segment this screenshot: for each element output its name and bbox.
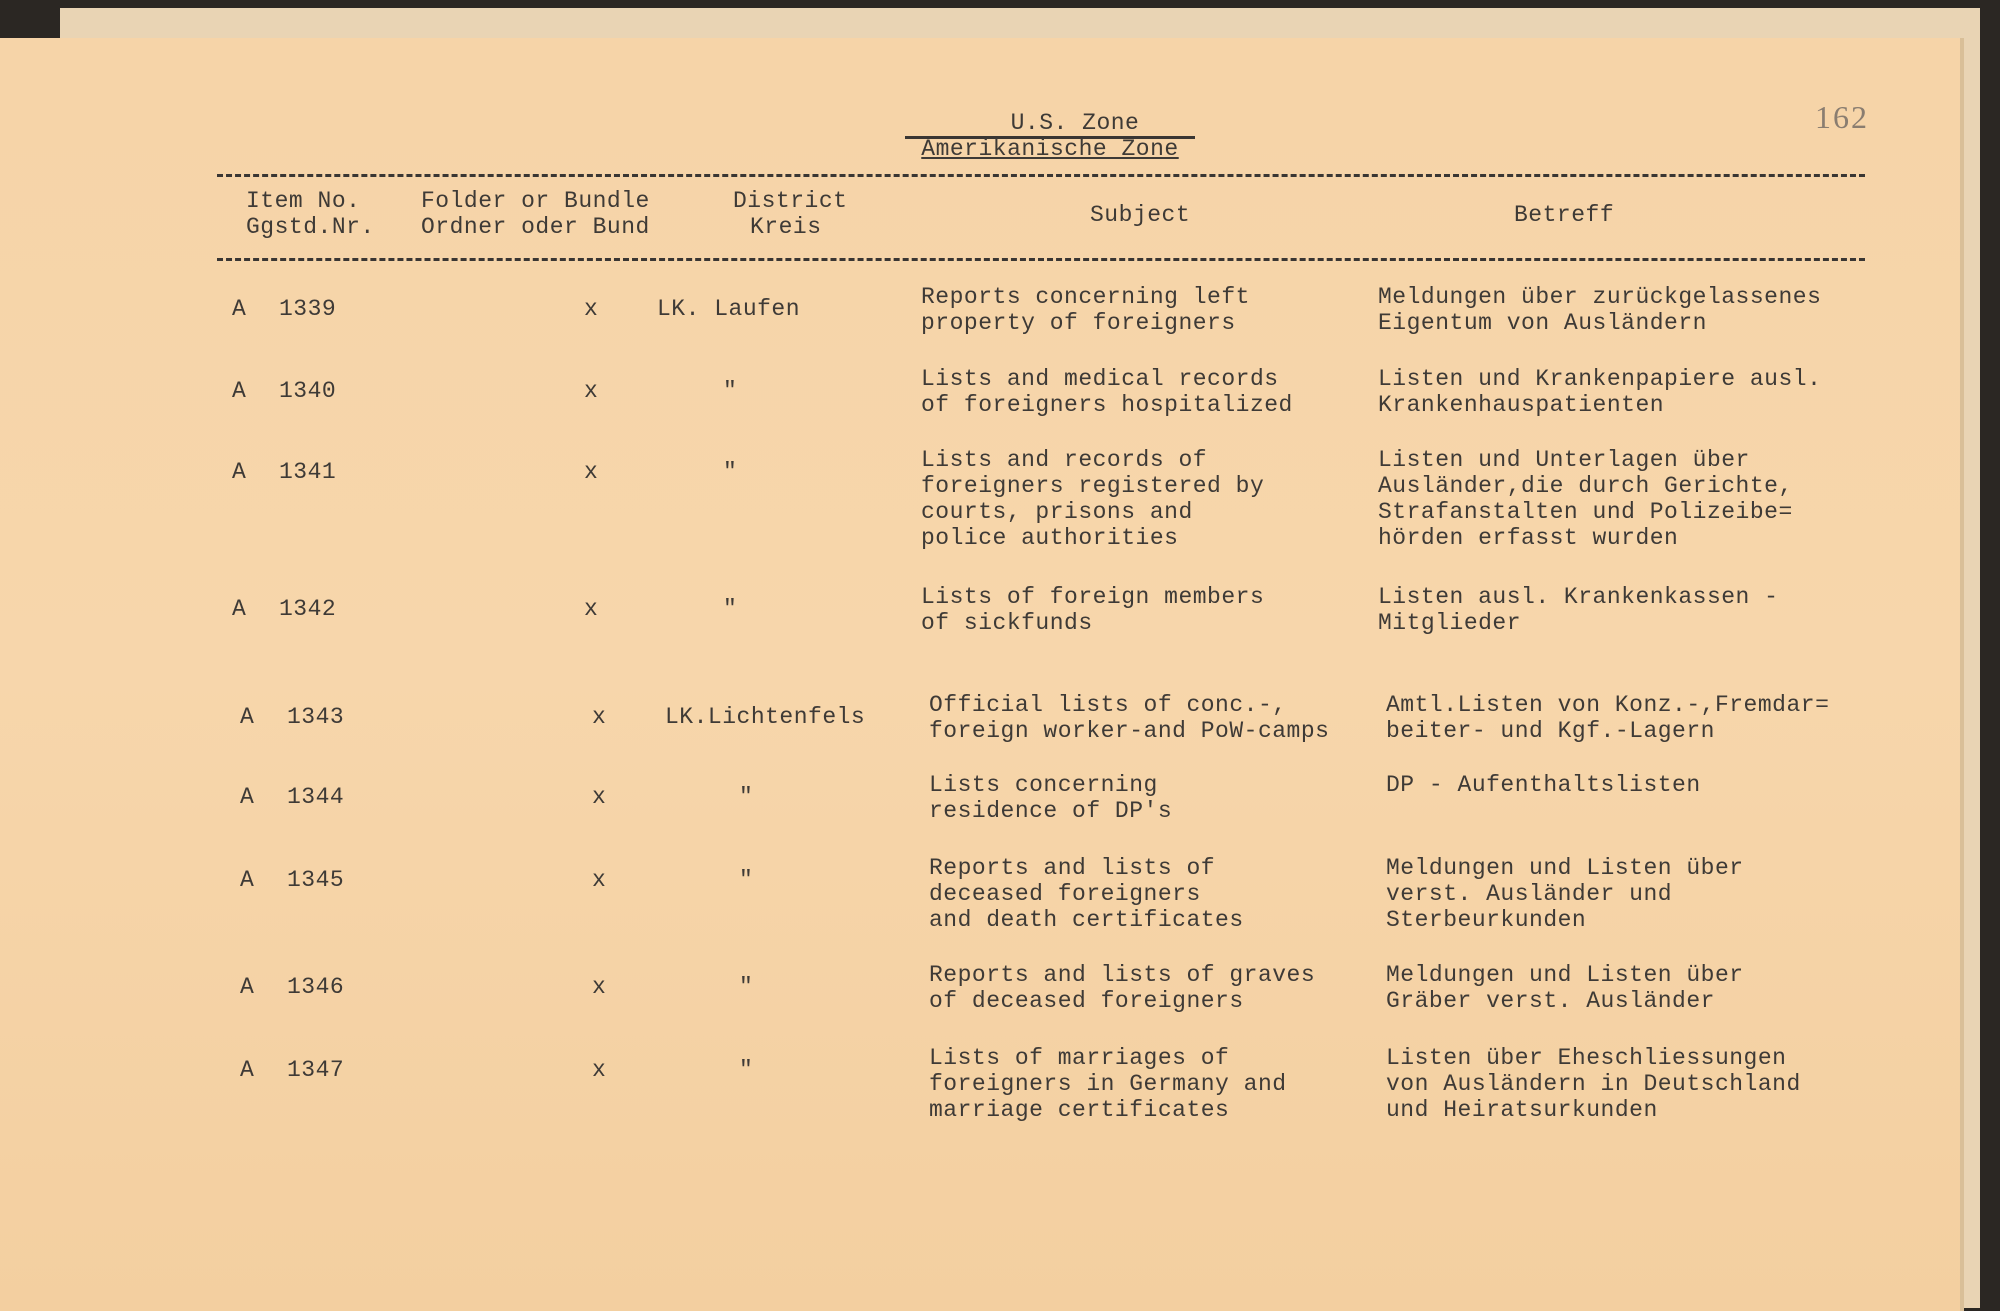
col-item-en: Item No.	[246, 188, 361, 214]
item-number: 1343	[287, 704, 345, 730]
district: LK. Laufen	[657, 296, 801, 322]
item-number: 1339	[279, 296, 337, 322]
subject: Reports and lists of graves of deceased foreigners	[929, 962, 1316, 1014]
col-folder-en: Folder or Bundle	[421, 188, 650, 214]
subject: Lists and records of foreigners registered by courts, prisons and police authorities	[921, 447, 1265, 551]
item-prefix: A	[240, 867, 255, 893]
subject: Lists and medical records of foreigners hospitalized	[921, 366, 1293, 418]
district: LK.Lichtenfels	[665, 704, 866, 730]
folder-mark: x	[592, 974, 607, 1000]
col-district-en: District	[733, 188, 848, 214]
betreff: Meldungen und Listen über verst. Ausländer und Sterbeurkunden	[1386, 855, 1744, 933]
item-number: 1341	[279, 459, 337, 485]
folder-mark: x	[584, 459, 599, 485]
document-page	[0, 38, 1964, 1311]
district: "	[723, 596, 738, 622]
betreff: DP - Aufenthaltslisten	[1386, 772, 1701, 798]
folder-mark: x	[584, 596, 599, 622]
col-district-de: Kreis	[750, 214, 822, 240]
betreff: Amtl.Listen von Konz.-,Fremdar= beiter- und Kgf.-Lagern	[1386, 692, 1830, 744]
item-prefix: A	[232, 459, 247, 485]
header-divider-top	[217, 174, 1865, 177]
subject: Reports concerning left property of foreigners	[921, 284, 1250, 336]
betreff: Listen und Krankenpapiere ausl. Krankenhauspatienten	[1378, 366, 1822, 418]
col-subject: Subject	[1090, 202, 1191, 228]
district: "	[739, 974, 754, 1000]
item-number: 1340	[279, 378, 337, 404]
district: "	[739, 867, 754, 893]
item-number: 1345	[287, 867, 345, 893]
subject: Lists of foreign members of sickfunds	[921, 584, 1265, 636]
betreff: Listen über Eheschliessungen von Ausländern in Deutschland und Heiratsurkunden	[1386, 1045, 1801, 1123]
folder-mark: x	[592, 704, 607, 730]
item-number: 1347	[287, 1057, 345, 1083]
col-betreff: Betreff	[1514, 202, 1615, 228]
subject: Official lists of conc.-, foreign worker-and PoW-camps	[929, 692, 1330, 744]
betreff: Listen und Unterlagen über Ausländer,die durch Gerichte, Strafanstalten und Polizeibe= hörden erfasst wurden	[1378, 447, 1793, 551]
betreff: Meldungen und Listen über Gräber verst. Ausländer	[1386, 962, 1744, 1014]
item-number: 1346	[287, 974, 345, 1000]
district: "	[739, 784, 754, 810]
folder-mark: x	[584, 378, 599, 404]
title-en: U.S. Zone	[1010, 110, 1140, 136]
page-number: 162	[1815, 99, 1869, 135]
item-prefix: A	[232, 378, 247, 404]
folder-mark: x	[592, 1057, 607, 1083]
title-de: Amerikanische Zone	[921, 136, 1179, 162]
header-divider-bottom	[217, 258, 1865, 261]
betreff: Meldungen über zurückgelassenes Eigentum von Ausländern	[1378, 284, 1822, 336]
district: "	[723, 459, 738, 485]
item-prefix: A	[240, 704, 255, 730]
item-prefix: A	[232, 596, 247, 622]
col-folder-de: Ordner oder Bund	[421, 214, 650, 240]
subject: Reports and lists of deceased foreigners and death certificates	[929, 855, 1244, 933]
item-number: 1344	[287, 784, 345, 810]
item-prefix: A	[240, 1057, 255, 1083]
folder-mark: x	[592, 867, 607, 893]
col-item-de: Ggstd.Nr.	[246, 214, 375, 240]
folder-mark: x	[584, 296, 599, 322]
district: "	[739, 1057, 754, 1083]
item-number: 1342	[279, 596, 337, 622]
item-prefix: A	[232, 296, 247, 322]
betreff: Listen ausl. Krankenkassen - Mitglieder	[1378, 584, 1779, 636]
subject: Lists concerning residence of DP's	[929, 772, 1173, 824]
item-prefix: A	[240, 784, 255, 810]
subject: Lists of marriages of foreigners in Germany and marriage certificates	[929, 1045, 1287, 1123]
item-prefix: A	[240, 974, 255, 1000]
district: "	[723, 378, 738, 404]
folder-mark: x	[592, 784, 607, 810]
